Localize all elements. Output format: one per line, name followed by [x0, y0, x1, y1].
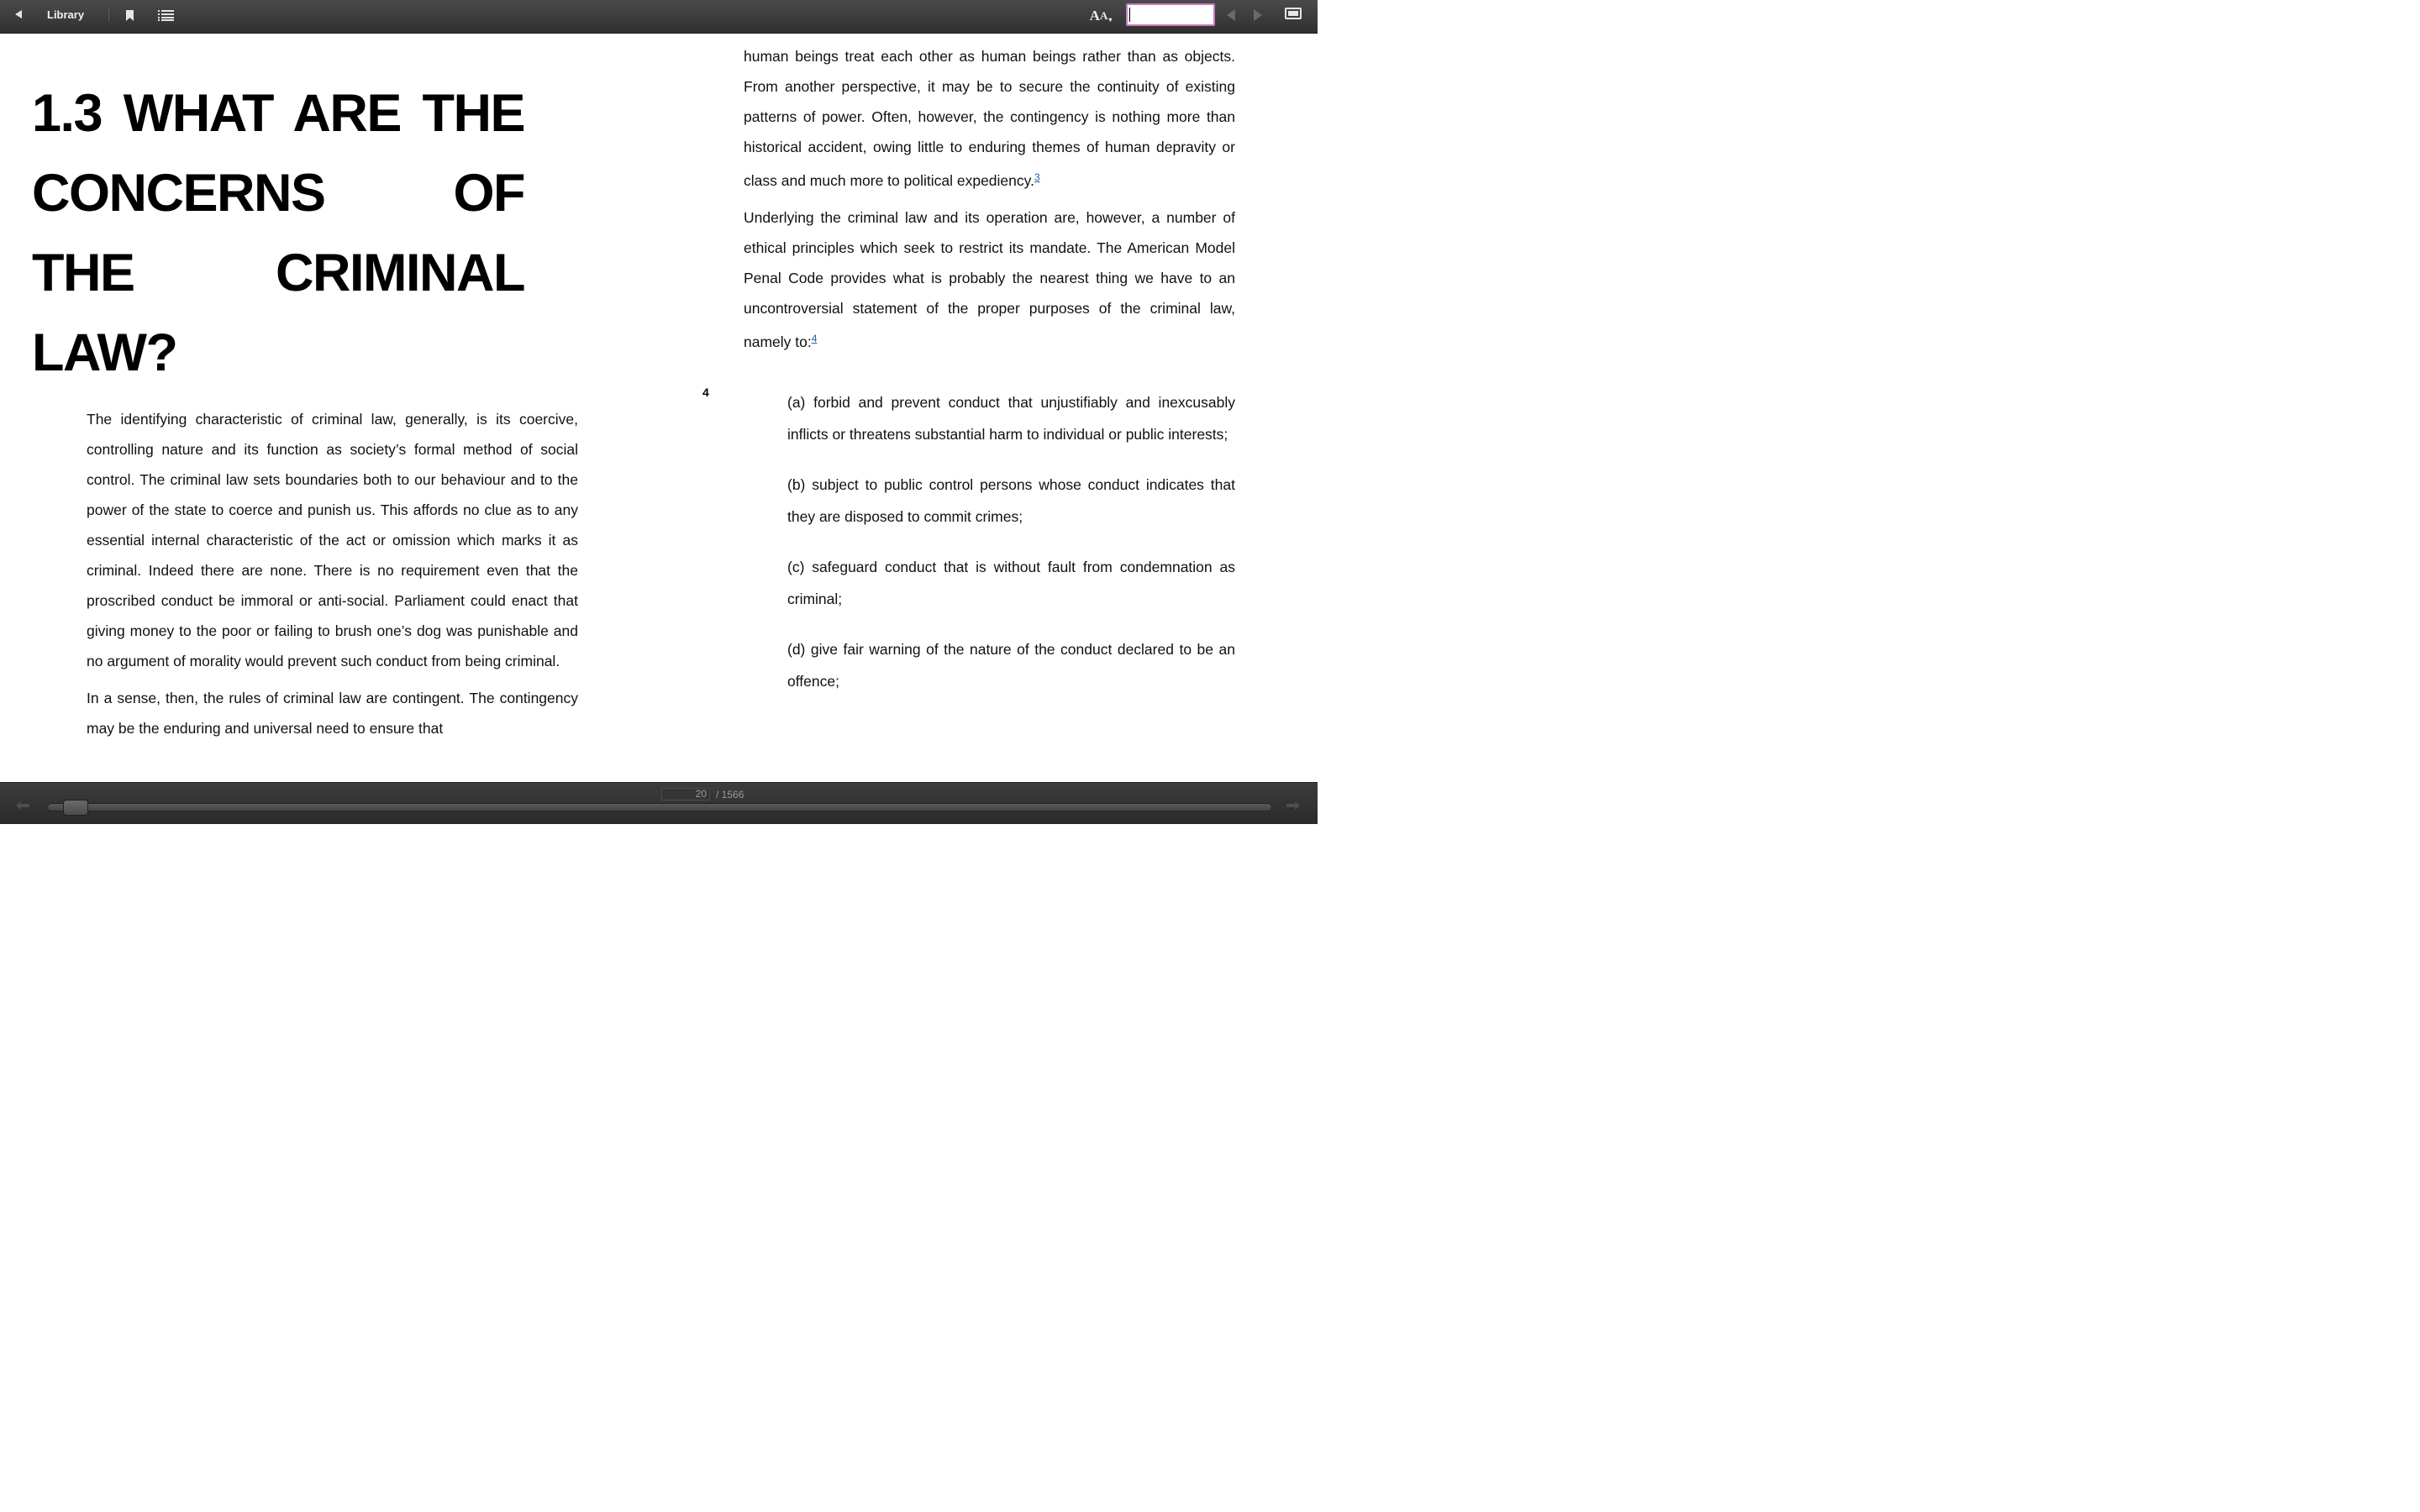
- library-button[interactable]: [40, 7, 91, 22]
- font-icon-large: A: [1089, 8, 1100, 24]
- footnote-link[interactable]: 4: [811, 333, 818, 344]
- list-item: (c) safeguard conduct that is without fault from condemnation as criminal;: [787, 559, 1235, 607]
- next-result-icon[interactable]: [1249, 7, 1266, 24]
- bottom-navigation-bar: [0, 782, 1318, 824]
- page-back-arrow-icon[interactable]: [15, 800, 34, 815]
- total-pages: / 1566: [716, 789, 744, 801]
- font-icon-small: A: [1099, 9, 1108, 22]
- library-label: Library: [47, 8, 85, 21]
- search-input[interactable]: [1126, 3, 1215, 26]
- page-forward-arrow-icon[interactable]: [1286, 800, 1304, 815]
- list-item: (d) give fair warning of the nature of the conduct declared to be an offence;: [787, 641, 1235, 690]
- list-item: (b) subject to public control persons whose conduct indicates that they are disposed to commit crimes;: [787, 476, 1235, 525]
- section-heading: 1.3 WHAT ARE THE CONCERNS OF THE CRIMINAL LAW?: [32, 84, 524, 382]
- page-slider[interactable]: [47, 803, 1272, 811]
- list-item: (a) forbid and prevent conduct that unjustifiably and inexcusably inflicts or threatens substantial harm to individual or public interests;: [787, 394, 1235, 443]
- chevron-down-icon: ▾: [1108, 15, 1113, 24]
- font-size-button[interactable]: [1084, 7, 1118, 25]
- footnote-link[interactable]: 3: [1034, 171, 1040, 183]
- book-spread: [0, 34, 1318, 782]
- fullscreen-icon[interactable]: [1284, 6, 1302, 21]
- toolbar-divider: [108, 8, 109, 22]
- back-icon[interactable]: [7, 7, 30, 22]
- table-of-contents-icon[interactable]: [155, 6, 176, 24]
- right-page-body: [744, 41, 1235, 357]
- paragraph: The identifying characteristic of criminal law, generally, is its coercive, controlling nature and its function as society’s formal method of social control. The criminal law sets boundaries both to our behaviour and to the power of the state to coerce and punish us. This affords no clue as to any essential internal characteristic of the act or omission which marks it as criminal. Indeed there are none. There is no requirement even that the proscribed conduct be immoral or anti-social. Parliament could enact that giving money to the poor or failing to brush one’s dog was punishable and no argument of morality would prevent such conduct from being criminal.: [87, 411, 578, 669]
- paragraph: [744, 41, 1235, 196]
- bookmark-icon[interactable]: [120, 6, 139, 24]
- current-page-field[interactable]: 20: [661, 788, 710, 801]
- paragraph: In a sense, then, the rules of criminal law are contingent. The contingency may be the enduring and universal need to ensure that: [87, 690, 578, 737]
- page-number: 4: [702, 386, 709, 399]
- paragraph-text: human beings treat each other as human beings rather than as objects. From another perspective, it may be to secure the continuity of existing patterns of power. Often, however, the contingency is nothing more than historical accident, owing little to enduring themes of human depravity or class and much more to political expediency.: [744, 48, 1235, 189]
- previous-result-icon[interactable]: [1223, 7, 1239, 24]
- paragraph-text: Underlying the criminal law and its operation are, however, a number of ethical principles which seek to restrict its mandate. The American Model Penal Code provides what is probably the nearest thing we have to an uncontroversial statement of the proper purposes of the criminal law, namely to:: [744, 209, 1235, 350]
- left-page-body: [87, 404, 578, 743]
- text-cursor: [1129, 8, 1130, 22]
- purposes-list: [787, 386, 1235, 716]
- top-toolbar: [0, 0, 1318, 34]
- paragraph: [744, 202, 1235, 357]
- page-slider-thumb[interactable]: [63, 800, 88, 816]
